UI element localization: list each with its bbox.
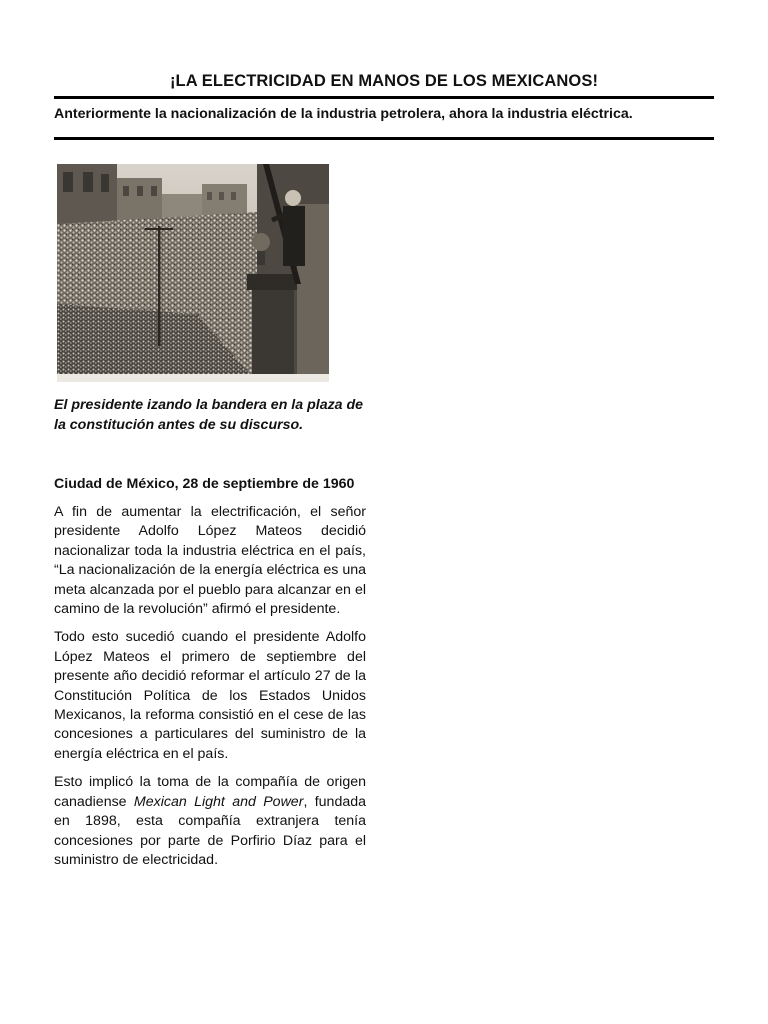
photo-caption: El presidente izando la bandera en la plaza de la constitución antes de su discurso. bbox=[54, 397, 364, 433]
headline: ¡LA ELECTRICIDAD EN MANOS DE LOS MEXICANOS! bbox=[169, 72, 599, 90]
bottom-rule bbox=[54, 137, 714, 140]
dateline: Ciudad de México, 28 de septiembre de 1960 bbox=[54, 476, 355, 492]
company-name: Mexican Light and Power bbox=[133, 793, 304, 810]
top-rule bbox=[54, 96, 714, 99]
paragraph-3-end: , fundada en 1898, esta compañía extranjera tenía concesiones por parte de Porfirio Díaz para el suministro de electricidad. bbox=[54, 793, 367, 868]
paragraph-3 bbox=[54, 773, 366, 870]
crowd-photo bbox=[57, 164, 329, 382]
article-body bbox=[54, 474, 366, 879]
paragraph-3-start: Esto implicó la toma de la compañía de origen canadiense bbox=[54, 774, 366, 810]
paragraph-1: A fin de aumentar la electrificación, el señor presidente Adolfo López Mateos decidió nacionalizar toda la industria eléctrica en el país, “La nacionalización de la energía eléctrica es una meta alcanzada por el pueblo para alcanzar en el camino de la revolución” afirmó el presidente. bbox=[54, 504, 366, 618]
paragraph-2: Todo esto sucedió cuando el presidente Adolfo López Mateos el primero de septiembre del presente año decidió reformar el artículo 27 de la Constitución Política de los Estados Unidos Mexicanos, la reforma consistió en el cese de las concesiones a particulares del suministro de la energía eléctrica en el país. bbox=[54, 629, 366, 762]
subtitle: Anteriormente la nacionalización de la industria petrolera, ahora la industria eléctrica. bbox=[54, 106, 633, 122]
